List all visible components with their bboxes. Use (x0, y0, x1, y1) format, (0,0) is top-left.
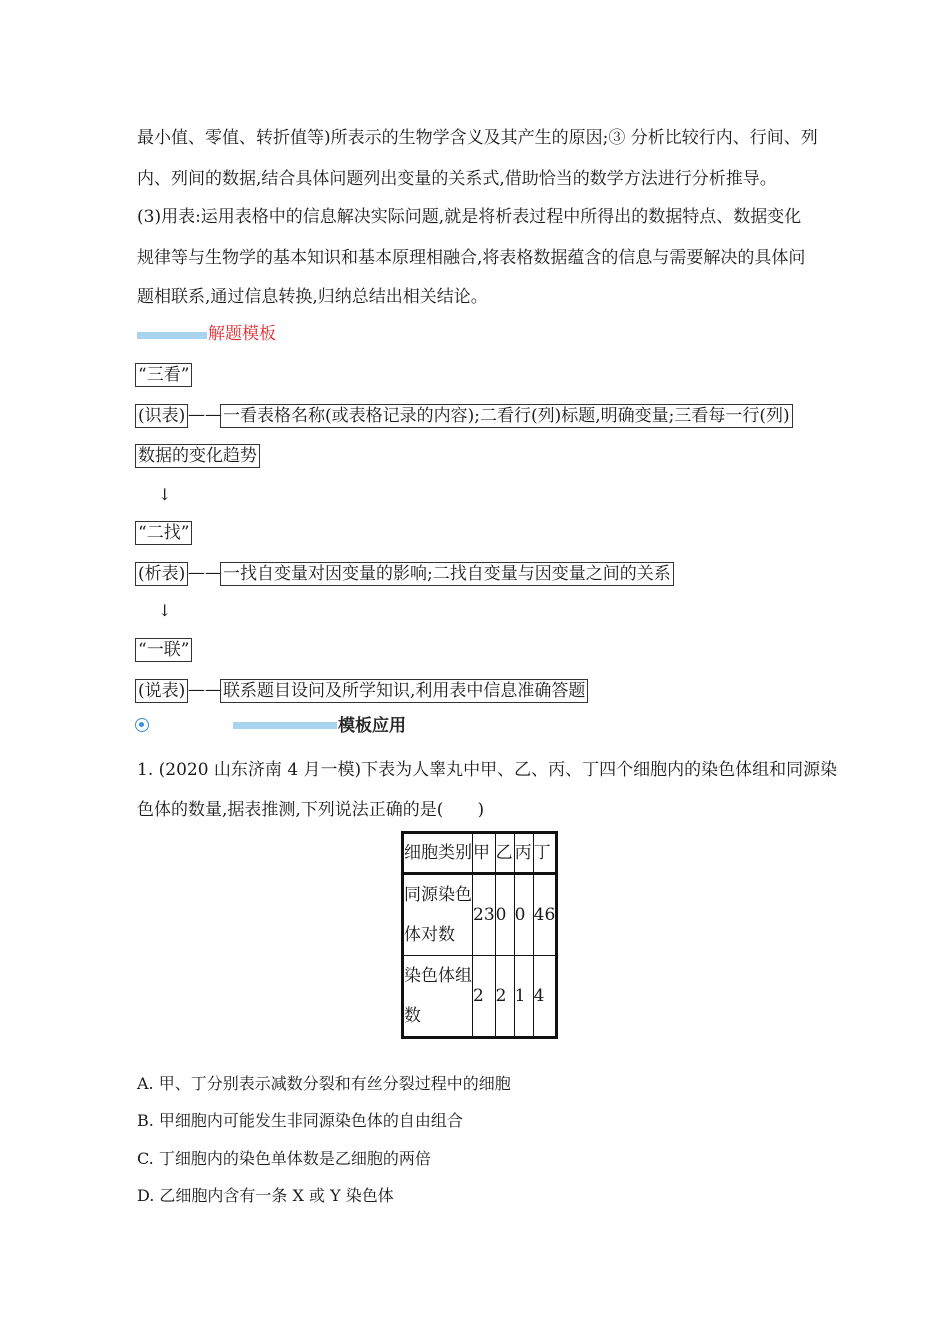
option-b: B. 甲细胞内可能发生非同源染色体的自由组合 (137, 1111, 463, 1130)
step3-text: 联系题目设问及所学知识,利用表中信息准确答题 (220, 679, 588, 703)
heading-decor-bar (233, 722, 337, 729)
step1-dash: —— (188, 405, 222, 425)
table-row-label: 染色体组数 (403, 956, 473, 1038)
application-title: 模板应用 (338, 716, 406, 736)
step2-label: “二找” (135, 521, 192, 545)
table-cell: 2 (495, 956, 514, 1038)
step1-text: 一看表格名称(或表格记录的内容);二看行(列)标题,明确变量;三看每一行(列) (220, 404, 793, 428)
step2-dash: —— (188, 563, 222, 583)
step3-dash: —— (188, 680, 222, 700)
step3-tag: (说表) (135, 679, 188, 703)
table-cell: 1 (514, 956, 533, 1038)
table-header-cell: 乙 (495, 833, 514, 874)
table-cell: 4 (533, 956, 557, 1038)
table-cell: 23 (473, 874, 496, 956)
table-cell: 0 (514, 874, 533, 956)
paragraph-line-3: (3)用表:运用表格中的信息解决实际问题,就是将析表过程中所得出的数据特点、数据变化 (137, 207, 802, 227)
data-table (401, 831, 558, 1039)
step2-tag: (析表) (135, 562, 188, 586)
table-cell: 2 (473, 956, 496, 1038)
paragraph-line-4: 规律等与生物学的基本知识和基本原理相融合,将表格数据蕴含的信息与需要解决的具体问 (137, 248, 806, 268)
table-cell: 46 (533, 874, 557, 956)
step1-tag: (识表) (135, 404, 188, 428)
table-header-cell: 细胞类别 (403, 833, 473, 874)
table-header-cell: 丙 (514, 833, 533, 874)
table-header-cell: 丁 (533, 833, 557, 874)
table-row (403, 956, 557, 1038)
table-row-label: 同源染色体对数 (403, 874, 473, 956)
table-header-row (403, 833, 557, 874)
step3-label: “一联” (135, 638, 192, 662)
option-d: D. 乙细胞内含有一条 X 或 Y 染色体 (137, 1186, 394, 1205)
paragraph-line-2: 内、列间的数据,结合具体问题列出变量的关系式,借助恰当的数学方法进行分析推导。 (137, 169, 777, 189)
table-cell: 0 (495, 874, 514, 956)
question-line-2: 色体的数量,据表推测,下列说法正确的是( ) (137, 800, 485, 820)
table-row (403, 874, 557, 956)
step1-label: “三看” (135, 363, 192, 387)
down-arrow-icon: ↓ (158, 601, 172, 620)
down-arrow-icon: ↓ (158, 485, 172, 504)
paragraph-line-5: 题相联系,通过信息转换,归纳总结出相关结论。 (137, 287, 488, 307)
step1-text-continued: 数据的变化趋势 (135, 444, 260, 468)
option-a: A. 甲、丁分别表示减数分裂和有丝分裂过程中的细胞 (137, 1074, 511, 1093)
target-icon (135, 718, 149, 732)
question-line-1: 1. (2020 山东济南 4 月一模)下表为人睾丸中甲、乙、丙、丁四个细胞内的染色体组和同源染 (137, 760, 838, 780)
option-c: C. 丁细胞内的染色单体数是乙细胞的两倍 (137, 1149, 431, 1168)
heading-decor-bar (137, 332, 207, 339)
paragraph-line-1: 最小值、零值、转折值等)所表示的生物学含义及其产生的原因;③ 分析比较行内、行间、列 (137, 128, 818, 148)
template-title: 解题模板 (208, 324, 276, 344)
table-header-cell: 甲 (473, 833, 496, 874)
step2-text: 一找自变量对因变量的影响;二找自变量与因变量之间的关系 (220, 562, 674, 586)
